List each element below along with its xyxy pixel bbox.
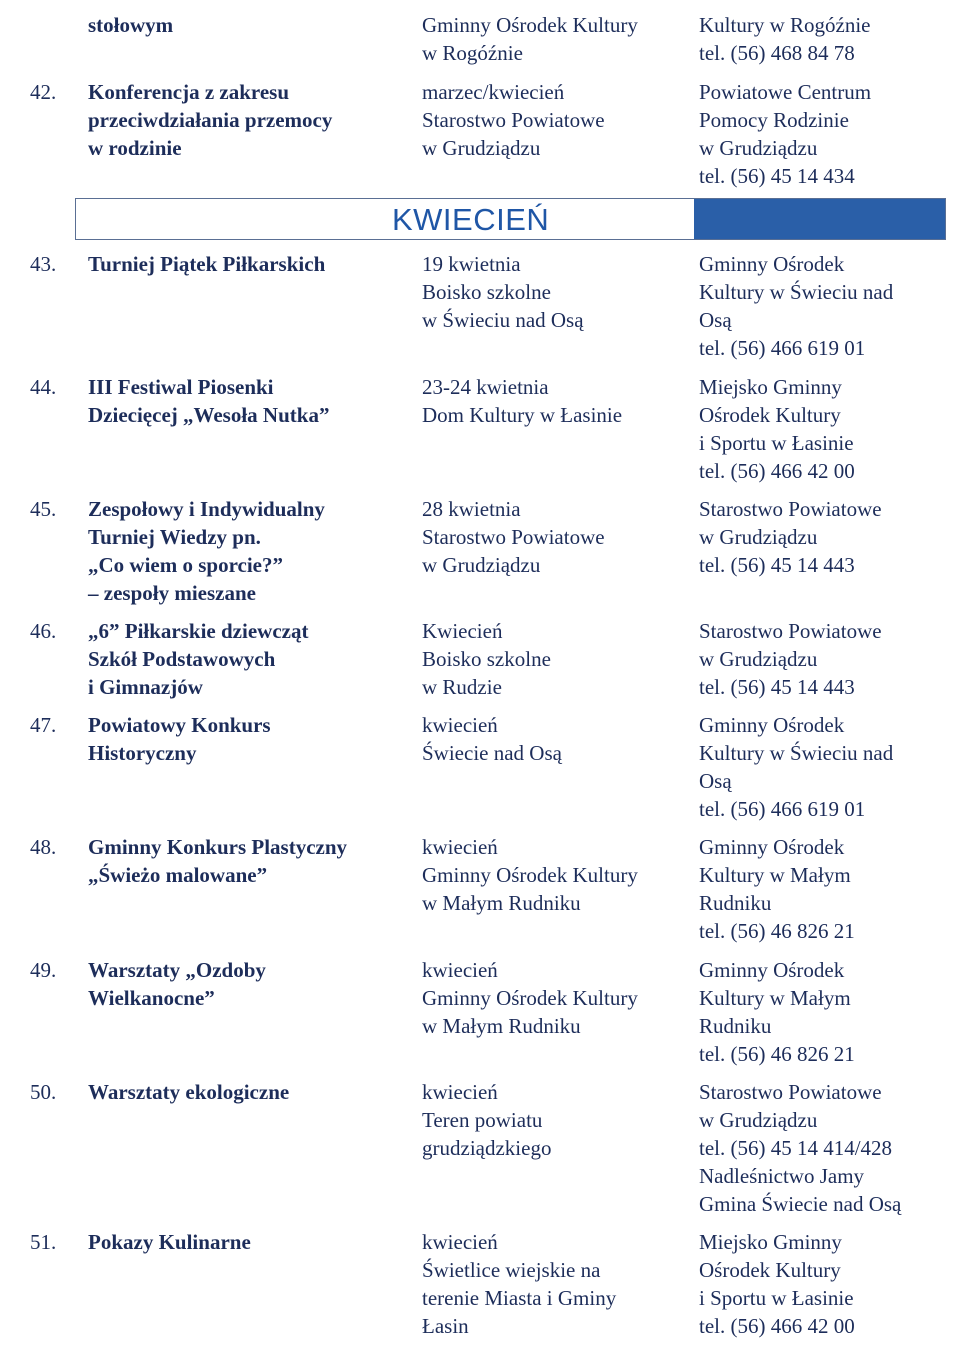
- event-title: [88, 833, 408, 889]
- org-line: i Sportu w Łasinie: [699, 1286, 854, 1310]
- when-line: Łasin: [422, 1314, 469, 1338]
- title-line: Turniej Wiedzy pn.: [88, 525, 261, 549]
- title-line: Gminny Konkurs Plastyczny: [88, 835, 348, 859]
- event-number: 50.: [30, 1080, 57, 1104]
- when-line: 28 kwietnia: [422, 497, 521, 521]
- org-line: Rudniku: [699, 1014, 772, 1038]
- org-line: Starostwo Powiatowe: [699, 497, 882, 521]
- event-title: [88, 250, 408, 278]
- event-title: [88, 1228, 408, 1256]
- title-line: „Co wiem o sporcie?”: [88, 553, 283, 577]
- org-line: tel. (56) 466 619 01: [699, 336, 866, 360]
- event-organizer: [699, 373, 954, 485]
- org-line: Gminny Ośrodek: [699, 252, 845, 276]
- event-organizer: [699, 1078, 954, 1218]
- org-line: Osą: [699, 308, 732, 332]
- when-line: Gminny Ośrodek Kultury: [422, 986, 638, 1010]
- org-line: tel. (56) 45 14 443: [699, 675, 855, 699]
- event-date-place: [422, 78, 692, 162]
- org-line: Miejsko Gminny: [699, 375, 842, 399]
- title-line: „6” Piłkarskie dziewcząt: [88, 619, 309, 643]
- when-line: kwiecień: [422, 835, 498, 859]
- when-line: Gminny Ośrodek Kultury: [422, 13, 638, 37]
- title-line: Pokazy Kulinarne: [88, 1230, 251, 1254]
- org-line: tel. (56) 45 14 414/428: [699, 1136, 893, 1160]
- event-date-place: [422, 956, 692, 1040]
- when-line: 23-24 kwietnia: [422, 375, 549, 399]
- org-line: Gminny Ośrodek: [699, 713, 845, 737]
- when-line: w Małym Rudniku: [422, 1014, 581, 1038]
- when-line: kwiecień: [422, 713, 498, 737]
- title-line: przeciwdziałania przemocy: [88, 108, 333, 132]
- org-line: tel. (56) 46 826 21: [699, 1042, 855, 1066]
- org-line: Kultury w Małym: [699, 986, 851, 1010]
- title-line: stołowym: [88, 13, 174, 37]
- title-line: Zespołowy i Indywidualny: [88, 497, 325, 521]
- event-date-place: [422, 711, 692, 767]
- when-line: kwiecień: [422, 1080, 498, 1104]
- when-line: Gminny Ośrodek Kultury: [422, 863, 638, 887]
- when-line: Dom Kultury w Łasinie: [422, 403, 623, 427]
- event-date-place: [422, 617, 692, 701]
- event-organizer: [699, 956, 954, 1068]
- when-line: Starostwo Powiatowe: [422, 108, 605, 132]
- when-line: Kwiecień: [422, 619, 503, 643]
- event-title: [88, 495, 408, 607]
- when-line: terenie Miasta i Gminy: [422, 1286, 617, 1310]
- org-line: Gmina Świecie nad Osą: [699, 1192, 902, 1216]
- org-line: Kultury w Rogóźnie: [699, 13, 871, 37]
- title-line: Turniej Piątek Piłkarskich: [88, 252, 326, 276]
- org-line: Kultury w Świeciu nad: [699, 741, 894, 765]
- org-line: tel. (56) 46 826 21: [699, 919, 855, 943]
- event-date-place: [422, 833, 692, 917]
- event-date-place: [422, 250, 692, 334]
- org-line: w Grudziądzu: [699, 136, 818, 160]
- when-line: kwiecień: [422, 1230, 498, 1254]
- event-organizer: [699, 711, 954, 823]
- when-line: marzec/kwiecień: [422, 80, 565, 104]
- event-number: 43.: [30, 252, 57, 276]
- when-line: Boisko szkolne: [422, 280, 551, 304]
- org-line: Kultury w Małym: [699, 863, 851, 887]
- when-line: Teren powiatu: [422, 1108, 543, 1132]
- event-organizer: [699, 78, 954, 190]
- org-line: Gminny Ośrodek: [699, 835, 845, 859]
- when-line: 19 kwietnia: [422, 252, 521, 276]
- event-number: 46.: [30, 619, 57, 643]
- org-line: Ośrodek Kultury: [699, 1258, 841, 1282]
- event-title: [88, 617, 408, 701]
- event-number: 42.: [30, 80, 57, 104]
- org-line: tel. (56) 466 42 00: [699, 1314, 855, 1338]
- org-line: Powiatowe Centrum: [699, 80, 872, 104]
- org-line: Starostwo Powiatowe: [699, 619, 882, 643]
- when-line: Świetlice wiejskie na: [422, 1258, 601, 1282]
- title-line: i Gimnazjów: [88, 675, 203, 699]
- event-organizer: [699, 11, 954, 67]
- title-line: „Świeżo malowane”: [88, 863, 268, 887]
- title-line: Warsztaty „Ozdoby: [88, 958, 266, 982]
- org-line: tel. (56) 45 14 443: [699, 553, 855, 577]
- org-line: w Grudziądzu: [699, 525, 818, 549]
- title-line: Wielkanocne”: [88, 986, 215, 1010]
- title-line: Szkół Podstawowych: [88, 647, 276, 671]
- event-organizer: [699, 1228, 954, 1340]
- event-number: 45.: [30, 497, 57, 521]
- event-title: [88, 78, 408, 162]
- title-line: Powiatowy Konkurs: [88, 713, 271, 737]
- org-line: tel. (56) 45 14 434: [699, 164, 855, 188]
- when-line: w Grudziądzu: [422, 553, 541, 577]
- event-date-place: [422, 495, 692, 579]
- org-line: Rudniku: [699, 891, 772, 915]
- org-line: tel. (56) 468 84 78: [699, 41, 855, 65]
- when-line: w Świeciu nad Osą: [422, 308, 584, 332]
- org-line: Gminny Ośrodek: [699, 958, 845, 982]
- title-line: w rodzinie: [88, 136, 182, 160]
- event-date-place: [422, 1078, 692, 1162]
- title-line: Konferencja z zakresu: [88, 80, 290, 104]
- title-line: III Festiwal Piosenki: [88, 375, 274, 399]
- when-line: Świecie nad Osą: [422, 741, 562, 765]
- banner-white-section: [76, 199, 695, 239]
- event-date-place: [422, 373, 692, 429]
- when-line: w Grudziądzu: [422, 136, 541, 160]
- event-title: [88, 956, 408, 1012]
- org-line: w Grudziądzu: [699, 647, 818, 671]
- when-line: grudziądzkiego: [422, 1136, 552, 1160]
- org-line: Pomocy Rodzinie: [699, 108, 849, 132]
- org-line: Nadleśnictwo Jamy: [699, 1164, 865, 1188]
- event-number: 51.: [30, 1230, 57, 1254]
- month-heading: KWIECIEŃ: [392, 202, 550, 237]
- org-line: Miejsko Gminny: [699, 1230, 842, 1254]
- event-title: [88, 11, 408, 39]
- title-line: Dziecięcej „Wesoła Nutka”: [88, 403, 330, 427]
- when-line: w Rogóźnie: [422, 41, 523, 65]
- org-line: Starostwo Powiatowe: [699, 1080, 882, 1104]
- title-line: Historyczny: [88, 741, 197, 765]
- event-number: 47.: [30, 713, 57, 737]
- event-organizer: [699, 250, 954, 362]
- event-organizer: [699, 495, 954, 579]
- when-line: kwiecień: [422, 958, 498, 982]
- event-number: 48.: [30, 835, 57, 859]
- when-line: Boisko szkolne: [422, 647, 551, 671]
- event-title: [88, 711, 408, 767]
- org-line: i Sportu w Łasinie: [699, 431, 854, 455]
- event-date-place: [422, 11, 692, 67]
- event-title: [88, 1078, 408, 1106]
- when-line: w Małym Rudniku: [422, 891, 581, 915]
- when-line: w Rudzie: [422, 675, 502, 699]
- event-number: 49.: [30, 958, 57, 982]
- event-title: [88, 373, 408, 429]
- org-line: tel. (56) 466 619 01: [699, 797, 866, 821]
- banner-blue-section: [694, 199, 945, 239]
- org-line: Kultury w Świeciu nad: [699, 280, 894, 304]
- org-line: w Grudziądzu: [699, 1108, 818, 1132]
- event-date-place: [422, 1228, 692, 1340]
- org-line: Ośrodek Kultury: [699, 403, 841, 427]
- org-line: tel. (56) 466 42 00: [699, 459, 855, 483]
- event-organizer: [699, 833, 954, 945]
- event-organizer: [699, 617, 954, 701]
- title-line: – zespoły mieszane: [88, 581, 256, 605]
- title-line: Warsztaty ekologiczne: [88, 1080, 290, 1104]
- when-line: Starostwo Powiatowe: [422, 525, 605, 549]
- event-number: 44.: [30, 375, 57, 399]
- org-line: Osą: [699, 769, 732, 793]
